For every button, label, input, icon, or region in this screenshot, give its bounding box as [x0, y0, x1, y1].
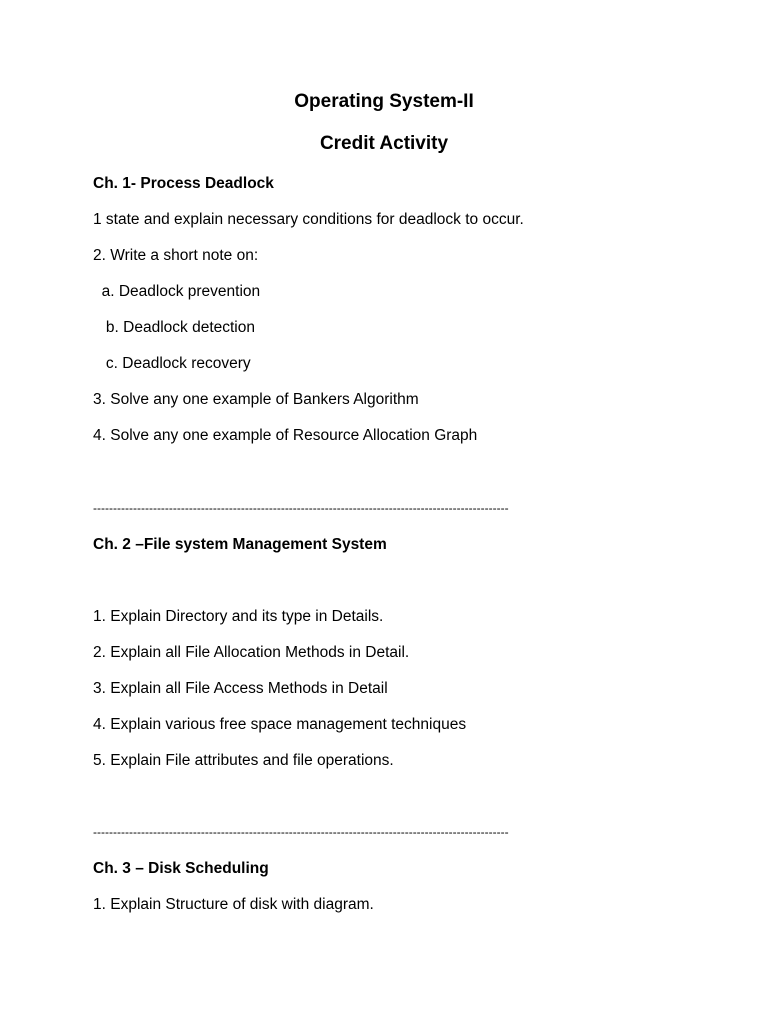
document-subtitle: Credit Activity [319, 133, 449, 154]
chapter-2-item: 3. Explain all File Access Methods in Detail [93, 680, 388, 697]
chapter-1-subitem: a. Deadlock prevention [93, 283, 261, 300]
chapter-1-item: 4. Solve any one example of Resource Allocation Graph [93, 427, 478, 444]
chapter-3-item: 1. Explain Structure of disk with diagram. [93, 896, 374, 913]
chapter-1-item: 1 state and explain necessary conditions for deadlock to occur. [93, 211, 524, 228]
chapter-1-subitem: b. Deadlock detection [93, 319, 255, 336]
chapter-2-item: 5. Explain File attributes and file operations. [93, 752, 394, 769]
chapter-1-item: 3. Solve any one example of Bankers Algorithm [93, 391, 419, 408]
chapter-2-heading: Ch. 2 –File system Management System [93, 536, 387, 553]
chapter-2-item: 1. Explain Directory and its type in Details. [93, 608, 384, 625]
separator-line: -------------------------------------------------------------------------------------------------------- [93, 501, 509, 515]
document-title: Operating System-II [294, 91, 474, 112]
separator-line: -------------------------------------------------------------------------------------------------------- [93, 825, 509, 839]
chapter-1-heading: Ch. 1- Process Deadlock [93, 175, 274, 192]
chapter-1-subitem: c. Deadlock recovery [93, 355, 251, 372]
chapter-2-item: 4. Explain various free space management techniques [93, 716, 467, 733]
chapter-3-heading: Ch. 3 – Disk Scheduling [93, 860, 269, 877]
chapter-2-item: 2. Explain all File Allocation Methods in Detail. [93, 644, 410, 661]
chapter-1-item: 2. Write a short note on: [93, 247, 259, 264]
